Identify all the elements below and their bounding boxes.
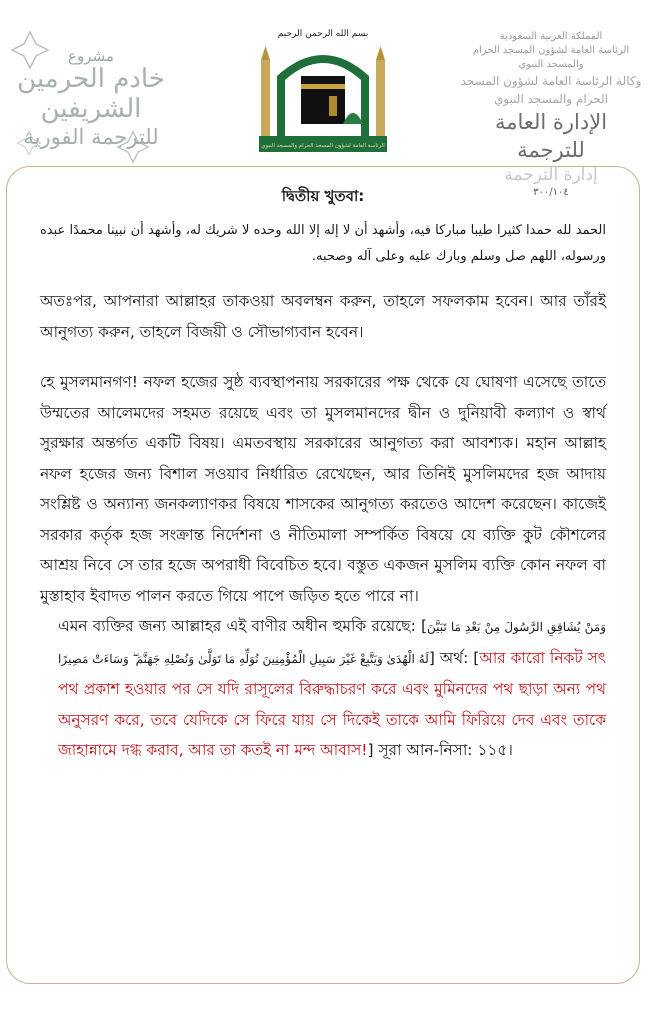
- emblem-basmala: بسم الله الرحمن الرحيم: [277, 29, 369, 39]
- project-logo-line3: للترجمة الفورية: [23, 125, 159, 150]
- haramain-emblem: [255, 24, 391, 154]
- verse-translation: আর কারো নিকট সৎ পথ প্রকাশ হওয়ার পর সে যদি রাসূলের বিরুদ্ধাচরণ করে এবং মুমিনদের পথ ছাড়া অন্য পথ অনুসরণ করে, তবে যেদিকে সে ফিরে যায় সে দিকেই তাকে আমি ফিরিয়ে দেব এবং তাকে জাহান্নামে দগ্ধ করাব, আর তা কতই না মন্দ আবাস!: [58, 648, 607, 759]
- closing-bracket: ]: [367, 741, 374, 759]
- presidency-line3: وكالة الرئاسة العامة لشؤون المسجد الحرام والمسجد النبوي: [460, 74, 642, 106]
- project-logo-text: [6, 48, 176, 149]
- meaning-label: ] অর্থ: [: [428, 648, 480, 667]
- kaaba-emblem-icon: [255, 24, 391, 154]
- presidency-line1: المملكة العربية السعودية: [499, 31, 603, 42]
- page-title: দ্বিতীয় খুতবা:: [281, 187, 365, 205]
- surah-reference: সূরা আন-নিসা: ১১৫।: [373, 741, 513, 759]
- quran-verse: وَمَنْ يُشَاقِقِ الرَّسُولَ مِنْ بَعْدِ مَا تَبَيَّنَ لَهُ الْهُدَىٰ وَيَتَّبِعْ غَيْرَ سَبِيلِ الْمُؤْمِنِينَ نُوَلِّهِ مَا تَوَلَّىٰ وَنُصْلِهِ جَهَنَّمَ ۖ وَسَاءَتْ مَصِيرًا: [58, 620, 606, 666]
- paragraph-2: হে মুসলমানগণ! নফল হজের সুষ্ঠ ব্যবস্থাপনায় সরকারের পক্ষ থেকে যে ঘোষণা এসেছে তাতে উম্মতের আলেমদের সহমত রয়েছে এবং তা মুসলমানদের দ্বীন ও দুনিয়াবী কল্যাণ ও স্বার্থ সুরক্ষার অন্তর্গত একটি বিষয়। এমতবস্থায় সরকারের আনুগত্য করা আবশ্যক। মহান আল্লাহ নফল হজের জন্য বিশাল সওয়াব নির্ধারিত রেখেছেন, আর তিনিই মুসলিমদের হজ আদায় সংশ্লিষ্ট ও অন্যান্য জনকল্যাণকর বিষয়ে শাসকের আনুগত্য করতেও আদেশ করেছেন। কাজেই সরকার কর্তৃক হজ সংক্রান্ত নির্দেশনা ও নীতিমালা সম্পর্কিত বিষয়ে যে ব্যক্তি কুট কৌশলের আশ্রয় নিবে সে তার হজে অপরাধী বিবেচিত হবে। বস্তুত একজন মুসলিম ব্যক্তি কোন নফল বা মুস্তাহাব ইবাদত পালন করতে গিয়ে পাপে জড়িত হতে পারে না।: [40, 373, 606, 605]
- project-logo-line2: خادم الحرمين الشريفين: [17, 64, 165, 125]
- presidency-line2: الرئاسة العامة لشؤون المسجد الحرام والمسجد النبوي: [472, 45, 630, 70]
- paragraph-3-intro: এমন ব্যক্তির জন্য আল্লাহর এই বাণীর অধীন হুমকি রয়েছে: [: [58, 617, 427, 635]
- project-logo-line1: مشروع: [68, 47, 114, 65]
- paragraph-1: অতঃপর, আপনারা আল্লাহর তাকওয়া অবলম্বন করুন, তাহলে সফলকাম হবেন। আর তাঁরই আনুগত্য করুন, তাহলে বিজয়ী ও সৌভাগ্যবান হবেন।: [40, 292, 606, 341]
- emblem-banner-text: الرئاسة العامة لشؤون المسجد الحرام والمسجد النبوي: [261, 143, 385, 149]
- reference-number: ٣٠٠/١٠٤: [533, 187, 569, 198]
- project-logo: [6, 30, 176, 160]
- presidency-logo: [460, 30, 642, 198]
- presidency-line4: الإدارة العامة للترجمة: [494, 110, 608, 162]
- arabic-opening: الحمد لله حمدا كثيرا طيبا مباركا فيه، وأشهد أن لا إله إلا الله وحده لا شريك له، وأشهد أن نبينا محمدًا عبده ورسوله، اللهم صل وسلم وبارك عليه وعلى آله وصحبه.: [40, 223, 606, 264]
- paragraph-3: [40, 611, 606, 766]
- sermon-body: [40, 185, 606, 766]
- presidency-line5: إدارة الترجمة: [504, 165, 598, 185]
